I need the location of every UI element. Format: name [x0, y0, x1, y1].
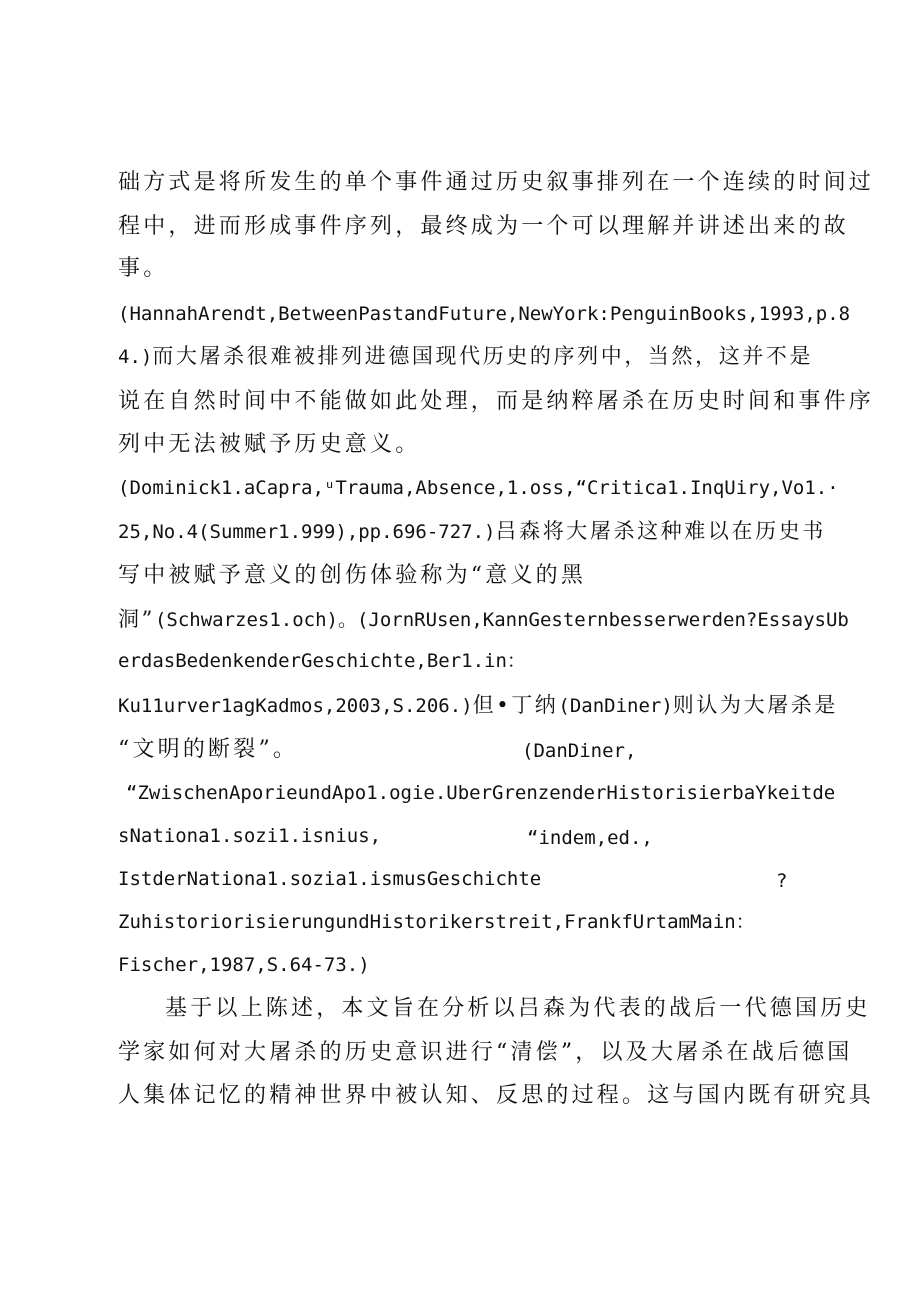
paragraph-line: [118, 693, 838, 717]
citation-fragment: Ku11urver1agKadmos,2003,S.206.): [118, 695, 473, 717]
citation-fragment: (DanDiner,: [522, 740, 637, 762]
paragraph-line: [118, 346, 818, 367]
citation-line: (Dominick1.aCapra,ᵘTrauma,Absence,1.oss,“Critica1.InqUiry,Vo1.·: [118, 477, 839, 499]
paragraph-line: 列中无法被赋予历史意义。: [118, 432, 421, 457]
citation-line: erdasBedenkenderGeschichte,Ber1.in：: [118, 650, 526, 672]
paragraph-line: 说在自然时间中不能做如此处理，而是纳粹屠杀在历史时间和事件序: [118, 389, 875, 414]
paragraph-line: 人集体记忆的精神世界中被认知、反思的过程。这与国内既有研究具: [118, 1083, 875, 1108]
citation-fragment: 4.): [118, 346, 153, 368]
citation-line: Fischer,1987,S.64-73.): [118, 954, 370, 976]
citation-fragment: ?: [776, 870, 788, 892]
citation-fragment: “indem,ed.,: [527, 827, 653, 849]
citation-line: IstderNationa1.sozia1.ismusGeschichte: [118, 868, 542, 890]
citation-line: (HannahArendt,BetweenPastandFuture,NewYork:PenguinBooks,1993,p.8: [118, 303, 851, 325]
text-fragment: 洞”: [118, 607, 155, 631]
citation-fragment: 25,No.4(Summer1.999),pp.696-727.): [118, 521, 496, 543]
paragraph-line: 程中，进而形成事件序列，最终成为一个可以理解并讲述出来的故: [118, 214, 849, 239]
citation-fragment: (DanDiner): [558, 695, 673, 717]
paragraph-line: [118, 607, 849, 631]
paragraph-line: “文明的断裂”。: [118, 737, 299, 762]
citation-line: ZuhistoriorisierungundHistorikerstreit,FrankfUrtamMain：: [118, 911, 755, 933]
citation-line: sNationa1.sozi1.isnius,: [118, 825, 382, 847]
paragraph-line: 基于以上陈述，本文旨在分析以吕森为代表的战后一代德国历史: [165, 996, 871, 1021]
text-fragment: 但•丁纳: [472, 693, 559, 717]
text-fragment: 吕森将大屠杀这种难以在历史书: [495, 519, 826, 543]
paragraph-line: 写中被赋予意义的创伤体验称为“意义的黑: [118, 563, 587, 588]
text-fragment: 而大屠杀很难被排列进德国现代历史的序列中，当然，这并不是: [152, 344, 814, 368]
citation-line: “ZwischenAporieundApo1.ogie.UberGrenzenderHistorisierbaYkeitde: [126, 782, 836, 804]
paragraph-line: 础方式是将所发生的单个事件通过历史叙事排列在一个连续的时间过: [118, 170, 875, 195]
text-fragment: 则认为大屠杀是: [672, 693, 838, 717]
paragraph-line: [118, 519, 826, 543]
paragraph-line: 学家如何对大屠杀的历史意识进行“清偿”，以及大屠杀在战后德国: [118, 1040, 853, 1065]
citation-fragment: (Schwarzes1.och)。(JornRUsen,KannGesternbesserwerden?EssaysUb: [154, 609, 849, 631]
paragraph-line: 事。: [118, 256, 169, 281]
